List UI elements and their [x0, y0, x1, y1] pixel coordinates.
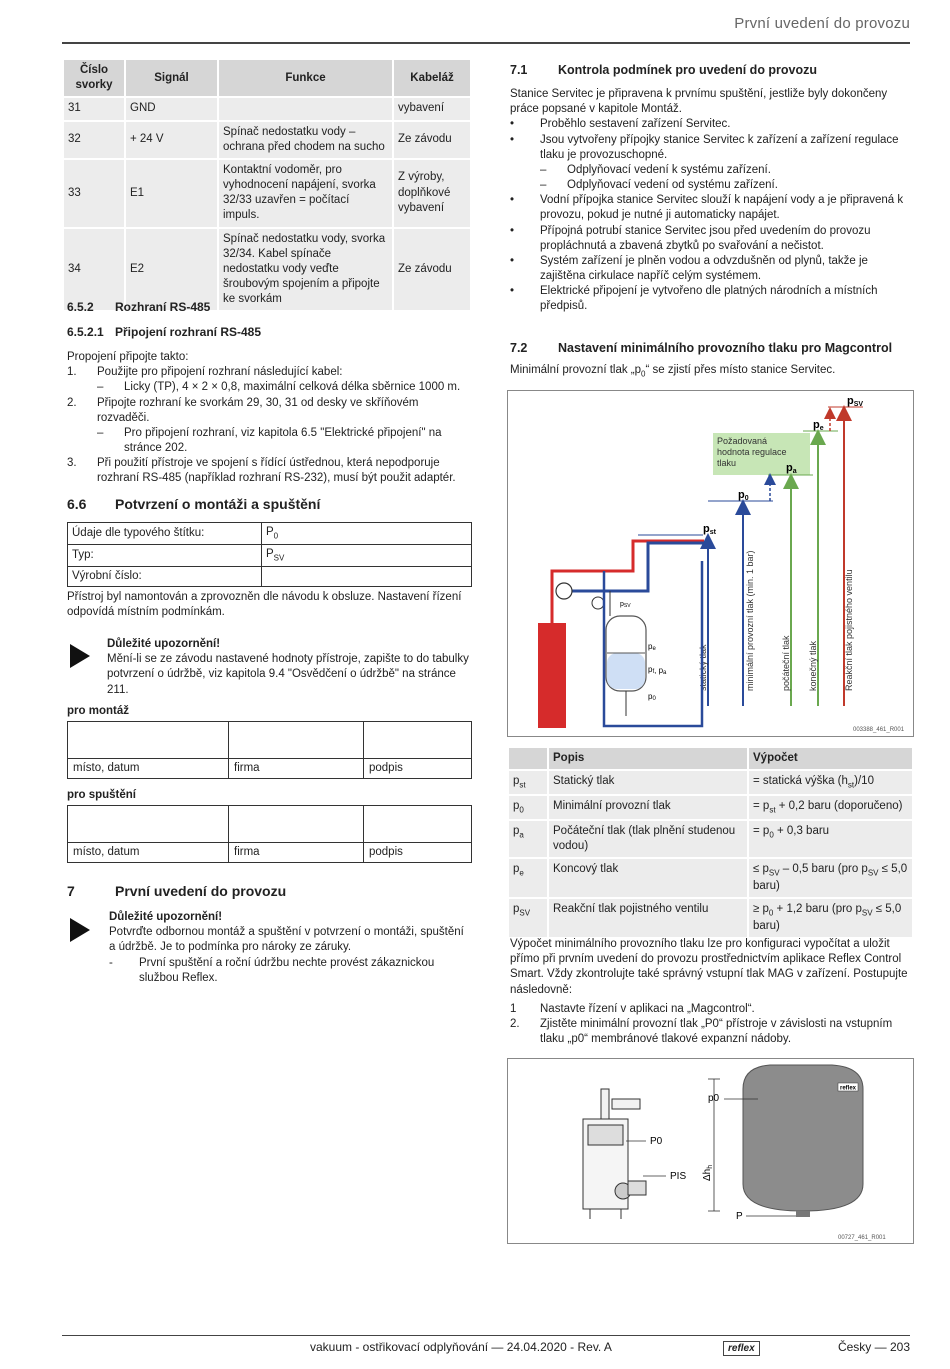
calc-sub: st [769, 805, 776, 815]
popis-cell: Minimální provozní tlak [548, 795, 748, 820]
label-P: P [736, 1211, 743, 1222]
form-value[interactable] [262, 544, 472, 566]
table-header-cell: Kabeláž [393, 59, 471, 97]
vlabel-min: minimální provozní tlak (min. 1 bar) [745, 550, 755, 691]
calc-text: + 0,3 baru [773, 824, 830, 837]
list-item-text: Odplyňovací vedení od systému zařízení. [567, 179, 778, 192]
table-row [508, 858, 913, 898]
list-marker: – [97, 381, 104, 394]
vessel-diagram [507, 1058, 914, 1244]
list-item-text: Použijte pro připojení rozhraní následující kabel: [97, 366, 343, 379]
symbol-sub: st [519, 780, 526, 790]
sig-label: místo, datum [68, 843, 229, 863]
signature-field[interactable] [229, 722, 364, 759]
notice-text: Mění-li se ze závodu nastavené hodnoty přístroje, zapište to do tabulky potvrzení o údržbě, viz kapitola 9.4 "Osvědčení o údržbě" na stránce 211. [107, 653, 469, 696]
form-value-text: P [266, 547, 274, 560]
pressure-levels-diagram [507, 390, 914, 737]
notice-title: Důležité upozornění! [107, 638, 221, 650]
table-row [508, 898, 913, 938]
calc-sub: 0 [769, 830, 774, 840]
table-header-cell: Funkce [218, 59, 393, 97]
psv-valve-label: pSV [620, 601, 631, 609]
vlabel-final: konečný tlak [808, 640, 818, 691]
section-number: 6.6 [67, 496, 87, 512]
table-row [63, 97, 471, 120]
calc-cell [748, 820, 913, 858]
form-value-text: P [266, 526, 274, 538]
list-marker: 3. [67, 457, 77, 470]
calc-sub: 0 [768, 908, 774, 918]
table-header-cell: Signál [125, 59, 218, 97]
table-cell: Ze závodu [393, 121, 471, 159]
section-title: Rozhraní RS-485 [115, 300, 211, 314]
table-row [63, 159, 471, 228]
symbol-cell [508, 820, 548, 858]
list-item [510, 178, 912, 193]
list-marker: • [510, 118, 515, 131]
list-item [510, 1002, 910, 1017]
footer-rule [62, 1335, 910, 1336]
list-marker: 2. [67, 396, 77, 409]
pa-label: pa [786, 462, 797, 475]
steps-list [510, 1002, 910, 1048]
list-marker: • [510, 224, 515, 237]
list-item-text: Pro připojení rozhraní, viz kapitola 6.5 "Elektrické připojení" na stránce 202. [124, 426, 442, 455]
list-item [510, 254, 912, 284]
pressure-calc-table [507, 746, 914, 939]
list-item [67, 456, 472, 486]
s71-intro: Stanice Servitec je připravena k prvnímu spuštění, jestliže byly dokončeny práce popsané v kapitole Montáž. [510, 88, 888, 116]
label-dh-text: Δh [702, 1168, 713, 1181]
table-header-row [508, 747, 913, 770]
setpoint-label-line: hodnota regulace [717, 447, 787, 457]
list-marker: • [510, 133, 515, 146]
section-6-5-2-1-heading [67, 325, 261, 341]
form-label: Výrobní číslo: [68, 566, 262, 586]
popis-cell: Statický tlak [548, 770, 748, 795]
warning-triangle-icon [70, 918, 90, 942]
list-item [510, 163, 912, 178]
pro-montaz-label: pro montáž [67, 705, 129, 717]
table-row [508, 820, 913, 858]
vlabel-static: statický tlak [698, 644, 708, 691]
calc-cell [748, 795, 913, 820]
form-value[interactable] [262, 566, 472, 586]
notice-subitem: - První spuštění a roční údržbu nechte provést zákaznickou službou Reflex. [109, 956, 435, 984]
list-marker: • [510, 194, 515, 207]
symbol-sub: e [519, 868, 524, 878]
list-item-text: Zjistěte minimální provozní tlak „P0“ přístroje v závislosti na vstupním tlaku „p0“ membránové tlakové expanzní nádoby. [540, 1018, 893, 1046]
pressure-diagram-svg [508, 391, 913, 736]
list-item-text: Přípojná potrubí stanice Servitec jsou před uvedením do provozu propláchnutá a zbavená zbytků po svařování a nečistot. [540, 224, 871, 252]
table-cell: Spínač nedostatku vody – ochrana před chodem na sucho [218, 121, 393, 159]
form-label: Údaje dle typového štítku: [68, 523, 262, 545]
symbol: p [513, 775, 520, 788]
list-item [510, 284, 912, 314]
list-item [67, 380, 472, 395]
vessel-pf-pa-label: pf, pa [648, 665, 667, 676]
header-rule [62, 42, 910, 44]
sig-label: místo, datum [68, 759, 229, 779]
list-item-text: Systém zařízení je plněn vodou a odvzdušněn od plynů, takže je zajištěna cirkulace napříč celým systémem. [540, 254, 868, 283]
list-marker: • [510, 285, 515, 298]
sig-label: podpis [364, 843, 472, 863]
signature-fields-row [68, 722, 472, 759]
section-title: Nastavení minimálního provozního tlaku pro Magcontrol [558, 341, 893, 355]
table-cell: Spínač nedostatku vody, svorka 32/34. Kabel spínače nedostatku vody veďte šroubovým spojením a připojte ke svorkám [218, 228, 393, 312]
table-header-row [63, 59, 471, 97]
list-item-text: Licky (TP), 4 × 2 × 0,8, maximální celková délka sběrnice 1000 m. [124, 381, 461, 394]
sig-label: podpis [364, 759, 472, 779]
label-p0: p0 [708, 1093, 720, 1104]
sig-label: firma [229, 843, 364, 863]
pe-label: pe [813, 419, 824, 432]
calc-cell [748, 898, 913, 938]
vessel-p0-label: p0 [648, 692, 656, 702]
calc-cell [748, 770, 913, 795]
calc-cell [748, 858, 913, 898]
spusteni-signature-table [67, 805, 472, 863]
s71-content [510, 87, 912, 315]
section-6-6-heading [67, 495, 320, 513]
list-item [510, 133, 912, 163]
section-6-5-2-heading [67, 300, 210, 316]
notice-1 [107, 637, 472, 698]
list-item [510, 224, 912, 254]
table-row [508, 795, 913, 820]
section-title: Připojení rozhraní RS-485 [115, 325, 262, 339]
calc-text: – 0,5 baru (pro p [779, 863, 868, 876]
list-item-text: Při použití přístroje ve spojení s řídící ústřednou, která nepodporuje rozhraní RS-485 (například rozhraní RS-232), musí být použit adaptér. [97, 457, 456, 485]
psv-label: pSV [847, 395, 864, 408]
calc-text: = p [753, 800, 770, 813]
section-title: Potvrzení o montáži a spuštění [115, 496, 321, 512]
list-item-text: Proběhlo sestavení zařízení Servitec. [540, 118, 731, 131]
vessel-pe-label: pe [648, 642, 656, 652]
form-value-sub: 0 [273, 531, 279, 541]
calc-sub: SV [768, 868, 780, 878]
calc-text: ≤ p [753, 863, 769, 876]
form-row [68, 566, 472, 586]
list-item-text: Nastavte řízení v aplikaci na „Magcontrol“. [540, 1003, 755, 1015]
notice-title: Důležité upozornění! [109, 911, 223, 923]
calc-text: ≥ p [753, 903, 769, 916]
s72-intro [510, 363, 912, 380]
table-row [63, 228, 471, 312]
notice-text: Potvrďte odbornou montáž a spuštění v potvrzení o montáži, spuštění a údržbě. Je to podmínka pro nároky ze záruky. [109, 926, 464, 954]
signature-field[interactable] [68, 722, 229, 759]
symbol-sub: a [519, 830, 524, 840]
servitec-station-icon [583, 1089, 646, 1219]
list-marker: – [540, 179, 547, 192]
calc-sub: st [847, 780, 855, 790]
section-number: 7 [67, 883, 75, 899]
s72-intro-a: Minimální provozní tlak „p [510, 364, 642, 376]
calc-sub: SV [861, 908, 873, 918]
table-cell: GND [125, 97, 218, 120]
signature-field[interactable] [68, 806, 229, 843]
boiler-icon [538, 623, 566, 728]
return-pipe [568, 543, 706, 591]
calc-text: ≤ 5,0 baru) [753, 903, 902, 933]
form-label: Typ: [68, 544, 262, 566]
label-PIS: PIS [670, 1171, 687, 1182]
s72-intro-b: “ se zjistí přes místo stanice Servitec. [645, 364, 836, 376]
vlabel-initial: počáteční tlak [781, 635, 791, 691]
list-item [67, 365, 472, 380]
notice-subitem-text: První spuštění a roční údržbu nechte provést zákaznickou službou Reflex. [139, 956, 435, 984]
calc-text: )/10 [854, 775, 874, 788]
calc-text: + 0,2 baru (doporučeno) [775, 800, 903, 813]
vessel-diagram-svg [508, 1059, 913, 1243]
section-7-2-heading [510, 340, 892, 357]
section-title: První uvedení do provozu [115, 883, 287, 899]
label-P0: P0 [650, 1136, 663, 1147]
calc-sub: SV [867, 868, 879, 878]
rs485-intro: Propojení připojte takto: [67, 351, 189, 363]
table-header-cell: Výpočet [748, 747, 913, 770]
list-marker: 2. [510, 1018, 520, 1031]
list-item-text: Odplyňovací vedení k systému zařízení. [567, 163, 771, 176]
form-row [68, 544, 472, 566]
list-item-text: Elektrické připojení je vytvořeno dle platných národních a místních předpisů. [540, 285, 878, 313]
terminal-table [62, 58, 472, 312]
table-cell: 33 [63, 159, 125, 228]
footer-page: Česky — 203 [837, 1340, 910, 1354]
calc-text: = p [753, 824, 770, 837]
list-item [67, 396, 472, 426]
table-cell: 32 [63, 121, 125, 159]
table-cell: + 24 V [125, 121, 218, 159]
footer-logo: reflex [723, 1341, 760, 1356]
symbol-cell [508, 858, 548, 898]
list-item [67, 426, 472, 456]
symbol: p [513, 903, 520, 916]
section-number: 7.2 [510, 341, 528, 355]
table-cell: E1 [125, 159, 218, 228]
warning-triangle-icon [70, 644, 90, 668]
table-cell [218, 97, 393, 120]
symbol-cell [508, 795, 548, 820]
diagram-code: 003388_461_R001 [853, 727, 905, 733]
list-item [510, 193, 912, 223]
symbol-sub: SV [519, 908, 531, 918]
popis-cell: Reakční tlak pojistného ventilu [548, 898, 748, 938]
signature-fields-row [68, 806, 472, 843]
list-marker: – [97, 426, 104, 439]
signature-field[interactable] [364, 722, 472, 759]
table-header-cell: Popis [548, 747, 748, 770]
calc-text: ≤ 5,0 baru) [753, 863, 908, 893]
montaz-signature-table [67, 721, 472, 779]
list-marker: • [510, 254, 515, 267]
supply-pipe [552, 541, 704, 623]
table-cell: Ze závodu [393, 228, 471, 312]
calc-text: = statická výška (h [753, 775, 848, 788]
symbol-sub: 0 [519, 805, 524, 815]
list-item-text: Vodní přípojka stanice Servitec slouží k napájení vody a je připravená k provozu, pokud je nutné ji automaticky napájet. [540, 194, 904, 222]
sig-label: firma [229, 759, 364, 779]
confirm-text: Přístroj byl namontován a zprovozněn dle návodu k obsluze. Nastavení řízení odpovídá místním podmínkám. [67, 591, 462, 619]
table-cell: vybavení [393, 97, 471, 120]
popis-cell: Koncový tlak [548, 858, 748, 898]
signature-labels-row [68, 843, 472, 863]
table-cell: Kontaktní vodoměr, pro vyhodnocení napájení, svorka 32/33 uzavřen = počítací impuls. [218, 159, 393, 228]
setpoint-label-line: tlaku [717, 458, 737, 468]
signature-field[interactable] [364, 806, 472, 843]
symbol: p [513, 800, 520, 813]
popis-cell: Počáteční tlak (tlak plnění studenou vodou) [548, 820, 748, 858]
calc-text: Výpočet minimálního provozního tlaku lze pro konfiguraci vypočítat a uložit přímo při prvním uvedení do provozu prostřednictvím aplikace Reflex Control Smart. Vždy zkontrolujte také správný vstupní tlak MAG v zařízení. Postupujte následovně: [510, 938, 908, 996]
list-marker: 1. [67, 366, 77, 379]
table-cell: 34 [63, 228, 125, 312]
section-number: 6.5.2 [67, 300, 94, 314]
signature-labels-row [68, 759, 472, 779]
table-row [508, 770, 913, 795]
calc-text: + 1,2 baru (pro p [773, 903, 862, 916]
p0-label: p0 [738, 489, 749, 502]
pst-label: pst [703, 523, 716, 536]
section-number: 6.5.2.1 [67, 325, 104, 339]
table-cell: E2 [125, 228, 218, 312]
symbol-cell [508, 898, 548, 938]
pump-icon [556, 583, 572, 599]
list-marker: – [540, 163, 547, 176]
vlabel-relief: Reakční tlak pojistného ventilu [844, 569, 854, 691]
table-row [63, 121, 471, 159]
list-item-text: Jsou vytvořeny přípojky stanice Servitec k zařízení a zařízení regulace tlaku je provozuschopné. [540, 133, 899, 161]
notice-2 [109, 910, 472, 986]
section-number: 7.1 [510, 63, 528, 77]
label-dh: $\Delta h_h$ [702, 1164, 714, 1181]
symbol: p [513, 863, 520, 876]
list-item [510, 1017, 910, 1047]
vessel-connection [796, 1211, 810, 1217]
page-header-title: První uvedení do provozu [734, 15, 910, 32]
nameplate-form [67, 522, 472, 587]
form-row [68, 523, 472, 545]
s72-intro-sub: 0 [641, 369, 646, 379]
footer-doc: vakuum - ostřikovací odplyňování — 24.04.2020 - Rev. A [310, 1340, 612, 1354]
signature-field[interactable] [229, 806, 364, 843]
vessel-logo: reflex [840, 1085, 857, 1092]
vessel-water [607, 653, 645, 689]
section-7-heading [67, 882, 286, 900]
form-value-sub: SV [273, 553, 285, 563]
gauge-icon [592, 597, 604, 609]
diagram-code: 00727_461_R001 [838, 1235, 886, 1241]
list-item [510, 117, 912, 132]
section-title: Kontrola podmínek pro uvedení do provozu [558, 63, 818, 77]
symbol: p [513, 824, 520, 837]
symbol-cell [508, 770, 548, 795]
form-value[interactable] [262, 523, 472, 545]
list-marker: 1 [510, 1003, 517, 1015]
rs485-instructions [67, 350, 472, 487]
table-header-cell [508, 747, 548, 770]
setpoint-label-line: Požadovaná [717, 436, 768, 446]
pro-spusteni-label: pro spuštění [67, 789, 137, 801]
table-cell: 31 [63, 97, 125, 120]
table-header-cell: Číslo svorky [63, 59, 125, 97]
table-cell: Z výroby, doplňkové vybavení [393, 159, 471, 228]
section-7-1-heading [510, 62, 817, 79]
list-item-text: Připojte rozhraní ke svorkám 29, 30, 31 od desky ve skříňovém rozvaděči. [97, 396, 419, 424]
